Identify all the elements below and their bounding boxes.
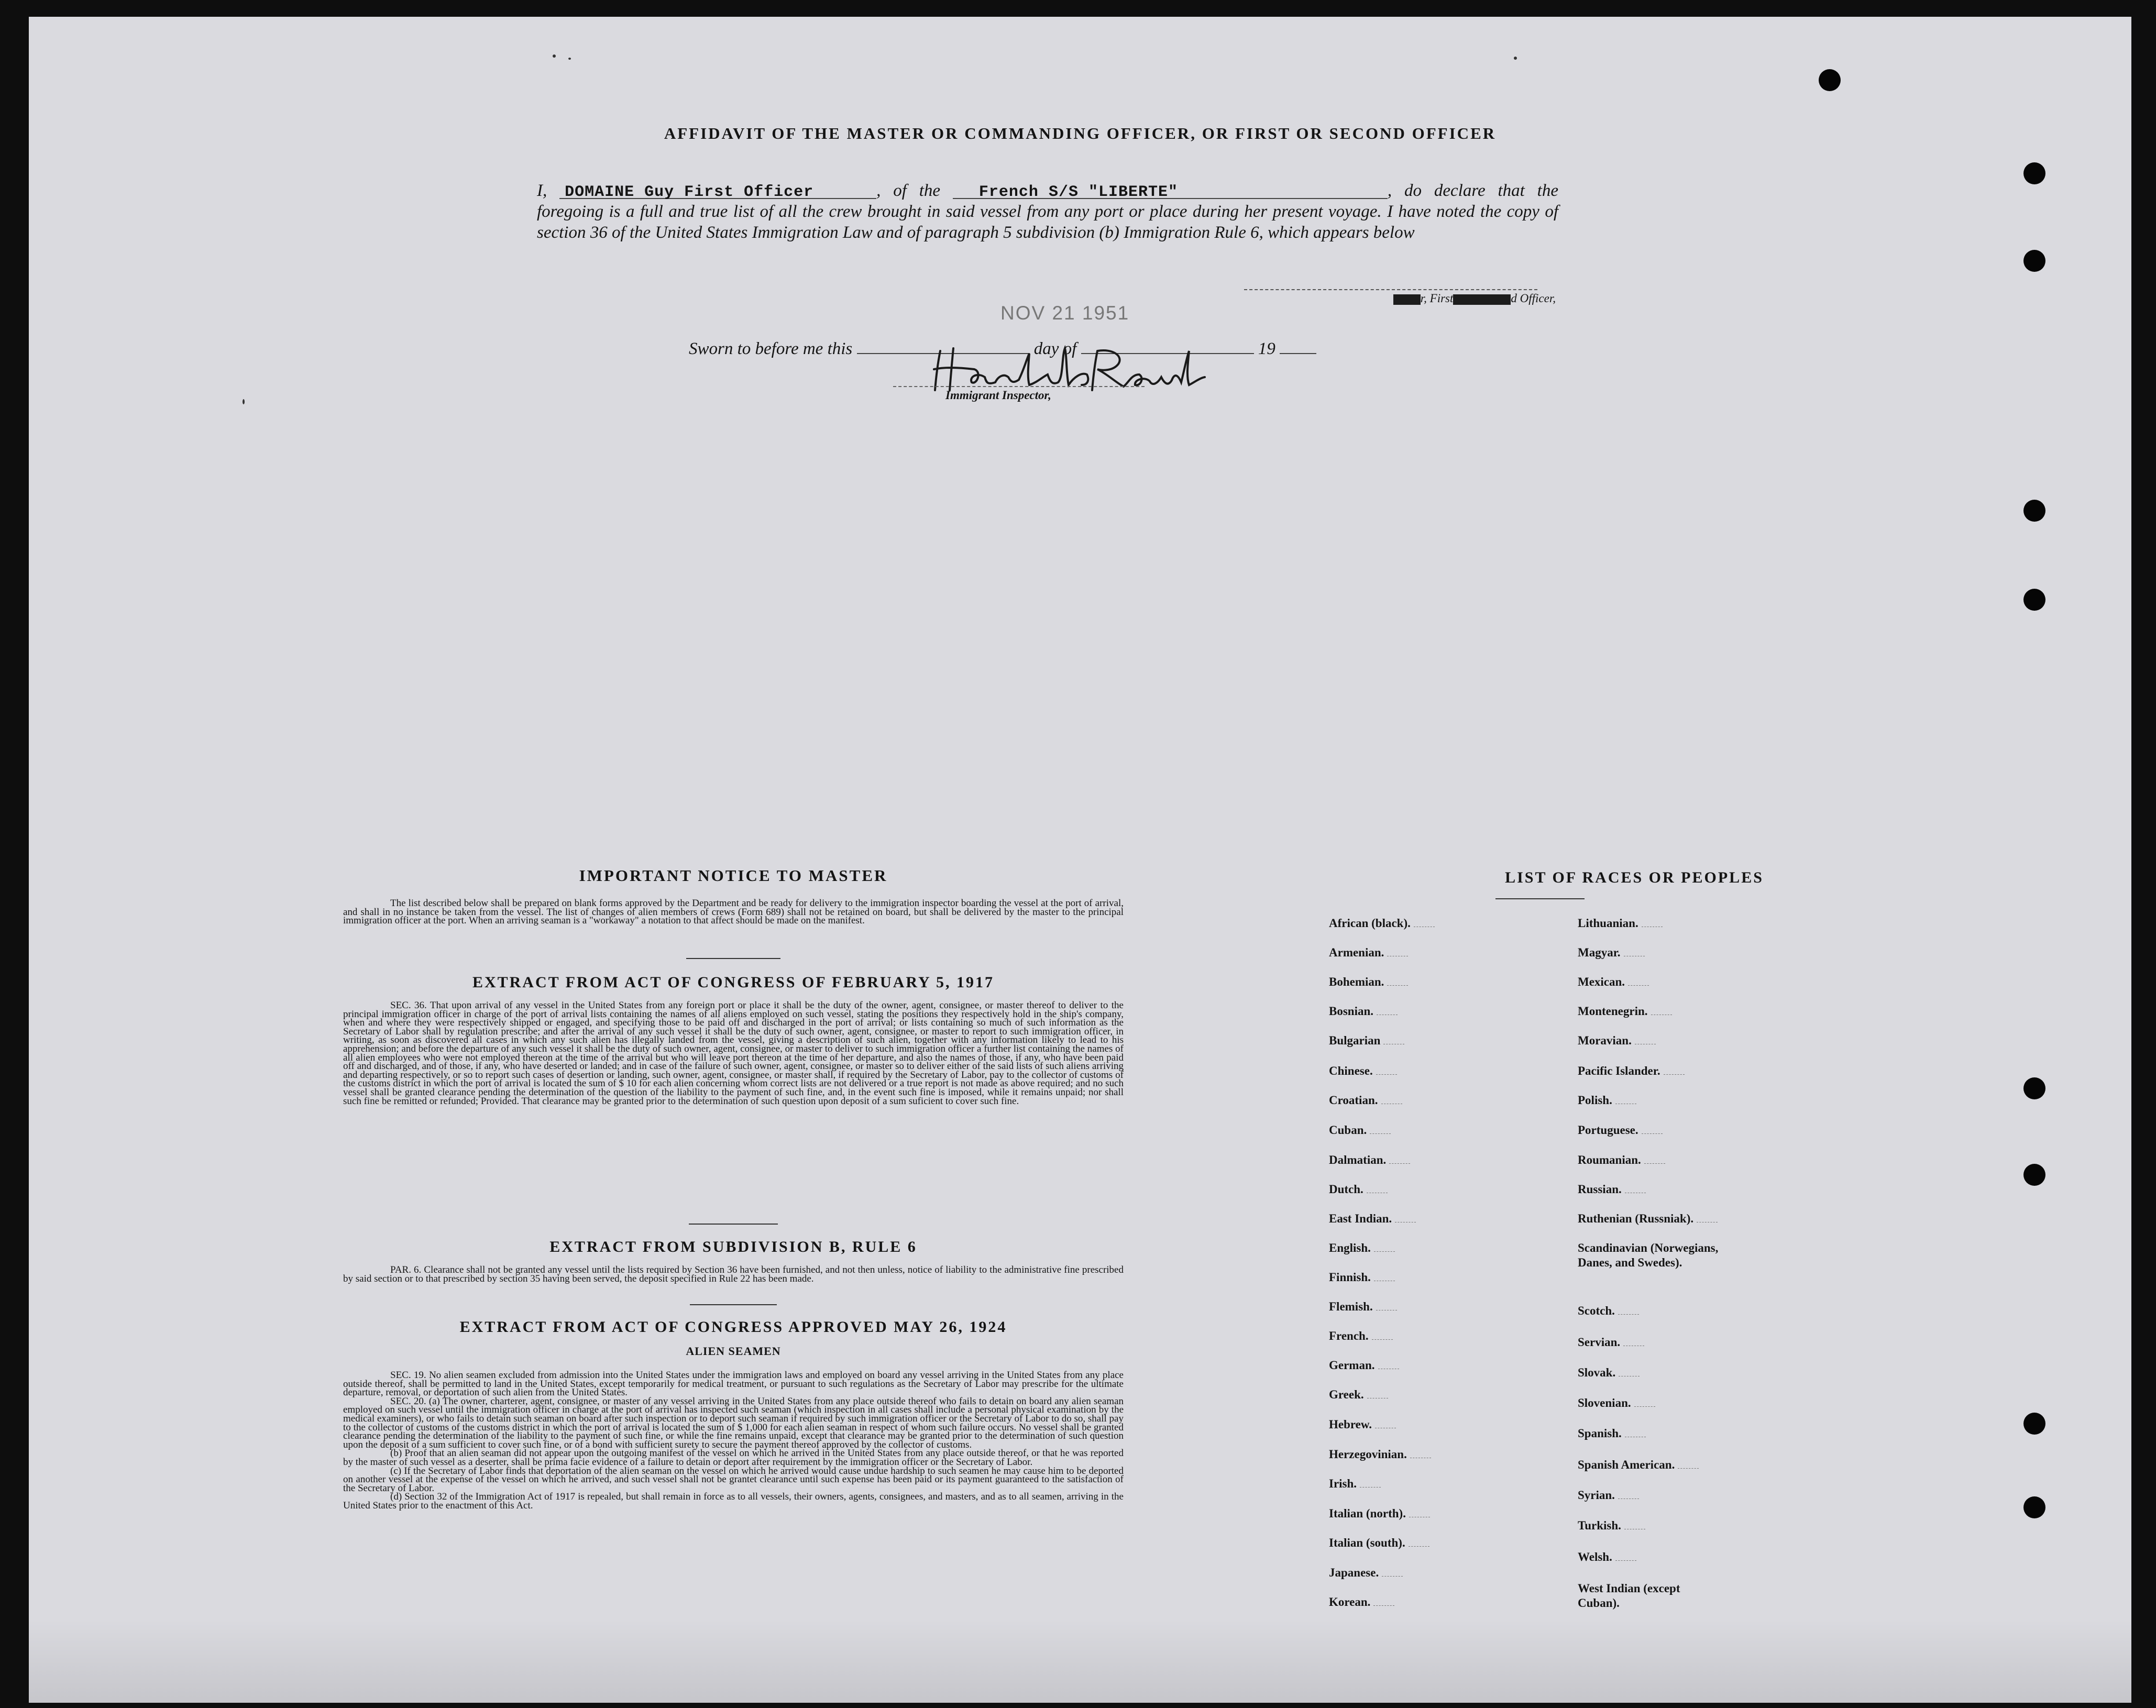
binder-hole bbox=[2023, 589, 2045, 611]
section-20b-paragraph: (b) Proof that an alien seaman did not appear upon the outgoing manifest of the vessel on which he arrived in the United States from any place outside thereof, or that he was reported by the master of such vessel as a deserter, shall be prima facie evidence of a failure to detain or deport after requirement by the immigration officer or the Secretary of Labor. bbox=[343, 1448, 1124, 1468]
section-divider bbox=[686, 958, 780, 959]
section-19-paragraph: SEC. 19. No alien seamen excluded from admission into the United States under the immigration laws and employed on board any vessel arriving in the United States from any place outside thereof, shall be permitted to land in the United States, except temporarily for medical treatment, or pursuant to such regulations as the Secretary of Labor may prescribe for the ultimate departure, removal, or deportation of such alien from the United States. bbox=[343, 1370, 1124, 1398]
race-item: Flemish. bbox=[1329, 1299, 1397, 1314]
notice-text bbox=[343, 899, 1124, 925]
race-item: Magyar. bbox=[1578, 945, 1645, 960]
race-item: Dalmatian. bbox=[1329, 1153, 1410, 1167]
notice-paragraph: The list described below shall be prepared on blank forms approved by the Department and be ready for delivery to the immigration inspector boarding the vessel at the port of arrival, and shall in no instance be taken from the vessel. The list of changes of alien members of crews (Form 689) shall not be retained on board, but shall be delivered by the master to the principal immigration officer at the port. When an arriving seaman is a "workaway" a notation to that affect should be made on the manifest. bbox=[343, 898, 1124, 927]
binder-hole bbox=[2023, 1164, 2045, 1186]
section-20d-paragraph: (d) Section 32 of the Immigration Act of 1917 is repealed, but shall remain in force as to all vessels, their owners, agents, consignees, and masters, and as to all seamen, arriving in the United States prior to the enactment of this Act. bbox=[343, 1491, 1124, 1511]
race-item: Bulgarian bbox=[1329, 1033, 1404, 1048]
day-of-text: day of bbox=[1033, 339, 1077, 358]
race-item: Moravian. bbox=[1578, 1033, 1656, 1048]
extract-rule6-text bbox=[343, 1266, 1124, 1283]
notice-heading: IMPORTANT NOTICE TO MASTER bbox=[579, 866, 888, 885]
alien-seamen-subheading: ALIEN SEAMEN bbox=[686, 1345, 781, 1358]
affidavit-heading: AFFIDAVIT OF THE MASTER OR COMMANDING OFFICER, OR FIRST OR SECOND OFFICER bbox=[664, 124, 1497, 142]
race-item: Chinese. bbox=[1329, 1064, 1397, 1078]
affidavit-of-the: , of the bbox=[876, 181, 941, 200]
race-item: Japanese. bbox=[1329, 1566, 1403, 1580]
race-item: Korean. bbox=[1329, 1595, 1394, 1610]
section-20a-paragraph: SEC. 20. (a) The owner, charterer, agent, consignee, or master of any vessel arriving in the United States from any place outside thereof who fails to detain on board any alien seaman employed on such vessel until the immigration officer in charge at the port of arrival has inspected such seaman (which inspection in all cases shall include a personal physical examination by the medical examiners), or who fails to detain such seaman on board after such inspection or to deport such seaman if required by such immigration officer or the Secretary of Labor to do so, shall pay to the collector of customs of the customs district in which the port of arrival is located the sum of $ 1,000 for each alien seaman in respect of whom such failure occurs. No vessel shall be granted clearance pending the determination of the liability to the payment of such fine, or while the fine remains unpaid, except that clearance may be granted prior to the determination of such question upon the deposit of a sum sufficient to cover such fine, or of a bond with sufficient surety to secure the payment thereof approved by the collector of customs. bbox=[343, 1395, 1124, 1450]
race-item: Spanish American. bbox=[1578, 1458, 1699, 1472]
inspector-label: Immigrant Inspector, bbox=[945, 389, 1051, 402]
race-item: Croatian. bbox=[1329, 1093, 1402, 1108]
race-item: Hebrew. bbox=[1329, 1417, 1396, 1432]
section-36-paragraph: SEC. 36. That upon arrival of any vessel in the United States from any foreign port or place it shall be the duty of the owner, agent, consignee, or master thereof to deliver to the principal immigration officer in charge of the port of arrival lists containing the names of all aliens employed on such vessel, stating the positions they respectively hold in the ship's company, when and where they were respectively shipped or engaged, and specifying those to be paid off and discharged in the port of arrival; or lists containing so much of such information as the Secretary of Labor shall by regulation prescribe; and after the arrival of any such vessel it shall be the duty of such owner, agent, consignee, or master to report to such immigration officer, in writing, as soon as discovered all cases in which any such alien has illegally landed from the vessel, giving a description of such alien, together with any information likely to lead to his apprehension; and before the departure of any such vessel it shall be the duty of such owner, agent, consignee, or master to deliver to such immigration officer a further list containing the names of all alien employees who were not employed thereon at the time of the arrival but who will leave port thereon at the time of her departure, and also the names of those, if any, who have been paid off and discharged, and of those, if any, who have deserted or landed; and in case of the failure of such owner, agent, consignee, or master so to deliver either of the said lists of such aliens arriving and departing respectively, or so to report such cases of desertion or landing, such owner, agent, consignee, or master shall, if required by the Secretary of Labor, pay to the collector of customs of the customs district in which the port of arrival is located the sum of $ 10 for each alien concerning whom correct lists are not delivered or a true report is not made as above required; and no such vessel shall be granted clearance pending the determination of the question of the liability to the payment of such fine, and, in the event such fine is imposed, while it remains unpaid; nor shall such fine be remitted or refunded; Provided. That clearance may be granted prior to the determination of such question upon deposit of a sum suficient to cover such fine. bbox=[343, 1000, 1124, 1107]
section-divider bbox=[689, 1224, 778, 1225]
race-item: Italian (south). bbox=[1329, 1536, 1429, 1550]
race-item: Syrian. bbox=[1578, 1488, 1639, 1503]
extract-rule6-heading: EXTRACT FROM SUBDIVISION B, RULE 6 bbox=[549, 1238, 917, 1255]
race-item: Finnish. bbox=[1329, 1270, 1395, 1285]
sworn-year-field bbox=[1280, 337, 1316, 354]
race-item: Polish. bbox=[1578, 1093, 1636, 1108]
race-item: Welsh. bbox=[1578, 1550, 1636, 1564]
struck-out-text bbox=[1453, 294, 1511, 305]
races-heading-divider bbox=[1495, 898, 1585, 899]
vessel-field bbox=[953, 180, 1388, 199]
race-item: Pacific Islander. bbox=[1578, 1064, 1685, 1078]
binder-hole bbox=[2023, 500, 2045, 522]
race-item: Mexican. bbox=[1578, 975, 1649, 989]
race-item: Dutch. bbox=[1329, 1182, 1388, 1197]
race-item: Scandinavian (Norwegians, Danes, and Swedes). bbox=[1578, 1241, 1719, 1269]
race-item: Armenian. bbox=[1329, 945, 1408, 960]
race-item: Russian. bbox=[1578, 1182, 1646, 1197]
officer-suffix-1: r, First bbox=[1420, 292, 1454, 305]
race-item: Bosnian. bbox=[1329, 1004, 1398, 1019]
race-item: French. bbox=[1329, 1329, 1393, 1343]
paragraph-6: PAR. 6. Clearance shall not be granted any vessel until the lists required by Section 36 have been furnished, and not then unless, notice of liability to the administrative fine prescribed by said section or to that prescribed by section 35 having been served, the deposit specified in Rule 22 has been made. bbox=[343, 1264, 1124, 1284]
race-item: Lithuanian. bbox=[1578, 916, 1663, 931]
officer-signature-line bbox=[1244, 289, 1537, 290]
binder-hole bbox=[2023, 250, 2045, 272]
binder-hole bbox=[2023, 1413, 2045, 1435]
name-fill: DOMAINE Guy First Officer bbox=[565, 183, 814, 201]
binder-hole bbox=[2023, 1496, 2045, 1518]
officer-title bbox=[1234, 292, 1556, 305]
race-item: Cuban. bbox=[1329, 1123, 1391, 1138]
race-item: Montenegrin. bbox=[1578, 1004, 1672, 1019]
officer-suffix-2: d Officer, bbox=[1511, 292, 1556, 305]
race-item: Slovenian. bbox=[1578, 1396, 1655, 1411]
vessel-fill: French S/S "LIBERTE" bbox=[978, 183, 1178, 201]
race-item: Portuguese. bbox=[1578, 1123, 1663, 1138]
race-item: Slovak. bbox=[1578, 1365, 1640, 1380]
race-item: Turkish. bbox=[1578, 1518, 1645, 1533]
race-item: Servian. bbox=[1578, 1335, 1644, 1350]
race-item: Scotch. bbox=[1578, 1304, 1639, 1318]
inspector-signature-line bbox=[893, 386, 1145, 387]
race-item: Bohemian. bbox=[1329, 975, 1408, 989]
race-item: Greek. bbox=[1329, 1387, 1388, 1402]
scan-speck bbox=[568, 58, 571, 60]
struck-out-text bbox=[1393, 294, 1421, 305]
race-item: Herzegovinian. bbox=[1329, 1447, 1431, 1462]
binder-hole bbox=[2023, 162, 2045, 184]
name-field bbox=[559, 180, 876, 199]
sworn-text: Sworn to before me this bbox=[689, 339, 853, 358]
race-item: African (black). bbox=[1329, 916, 1435, 931]
race-item: Irish. bbox=[1329, 1476, 1381, 1491]
binder-hole bbox=[1819, 69, 1841, 91]
extract-1917-text bbox=[343, 1001, 1124, 1106]
race-item: Roumanian. bbox=[1578, 1153, 1665, 1167]
section-20c-paragraph: (c) If the Secretary of Labor finds that deportation of the alien seaman on the vessel on which he arrived would cause undue hardship to such seamen he may cause him to be deported on another vessel at the expense of the vessel on which he arrived, and such vessel shall not be grantet clearance until such expense has been paid or its payment guaranteed to the satisfaction of the Secretary of Labor. bbox=[343, 1465, 1124, 1494]
affidavit-statement bbox=[537, 180, 1558, 243]
scan-speck bbox=[243, 399, 245, 404]
extract-1924-text bbox=[343, 1371, 1124, 1511]
race-item: English. bbox=[1329, 1241, 1395, 1255]
extract-1917-heading: EXTRACT FROM ACT OF CONGRESS OF FEBRUARY 5, 1917 bbox=[472, 974, 995, 991]
races-heading: LIST OF RACES OR PEOPLES bbox=[1505, 869, 1764, 886]
year-text: 19 bbox=[1258, 339, 1275, 358]
affidavit-body: that the foregoing is a full and true list of all the crew brought in said vessel from any port or place during her present voyage. I have noted the copy of section 36 of the United States Immigration Law and of paragraph 5 subdivision (b) Immigration Rule 6, which appears below bbox=[537, 181, 1558, 242]
race-item: Ruthenian (Russniak). bbox=[1578, 1211, 1718, 1226]
scan-speck bbox=[1514, 57, 1517, 60]
race-item: West Indian (except Cuban). bbox=[1578, 1582, 1680, 1610]
race-item: German. bbox=[1329, 1358, 1399, 1373]
document-page bbox=[29, 17, 2131, 1703]
race-item: East Indian. bbox=[1329, 1211, 1416, 1226]
race-item: Italian (north). bbox=[1329, 1506, 1430, 1521]
scan-speck bbox=[553, 54, 556, 58]
affidavit-do-declare: , do declare bbox=[1387, 181, 1486, 200]
binder-hole bbox=[2023, 1077, 2045, 1099]
affidavit-i: I, bbox=[537, 181, 547, 200]
section-divider bbox=[690, 1304, 777, 1305]
extract-1924-heading: EXTRACT FROM ACT OF CONGRESS APPROVED MAY 26, 1924 bbox=[459, 1318, 1007, 1336]
date-stamp: NOV 21 1951 bbox=[1000, 302, 1130, 324]
race-item: Spanish. bbox=[1578, 1426, 1646, 1441]
